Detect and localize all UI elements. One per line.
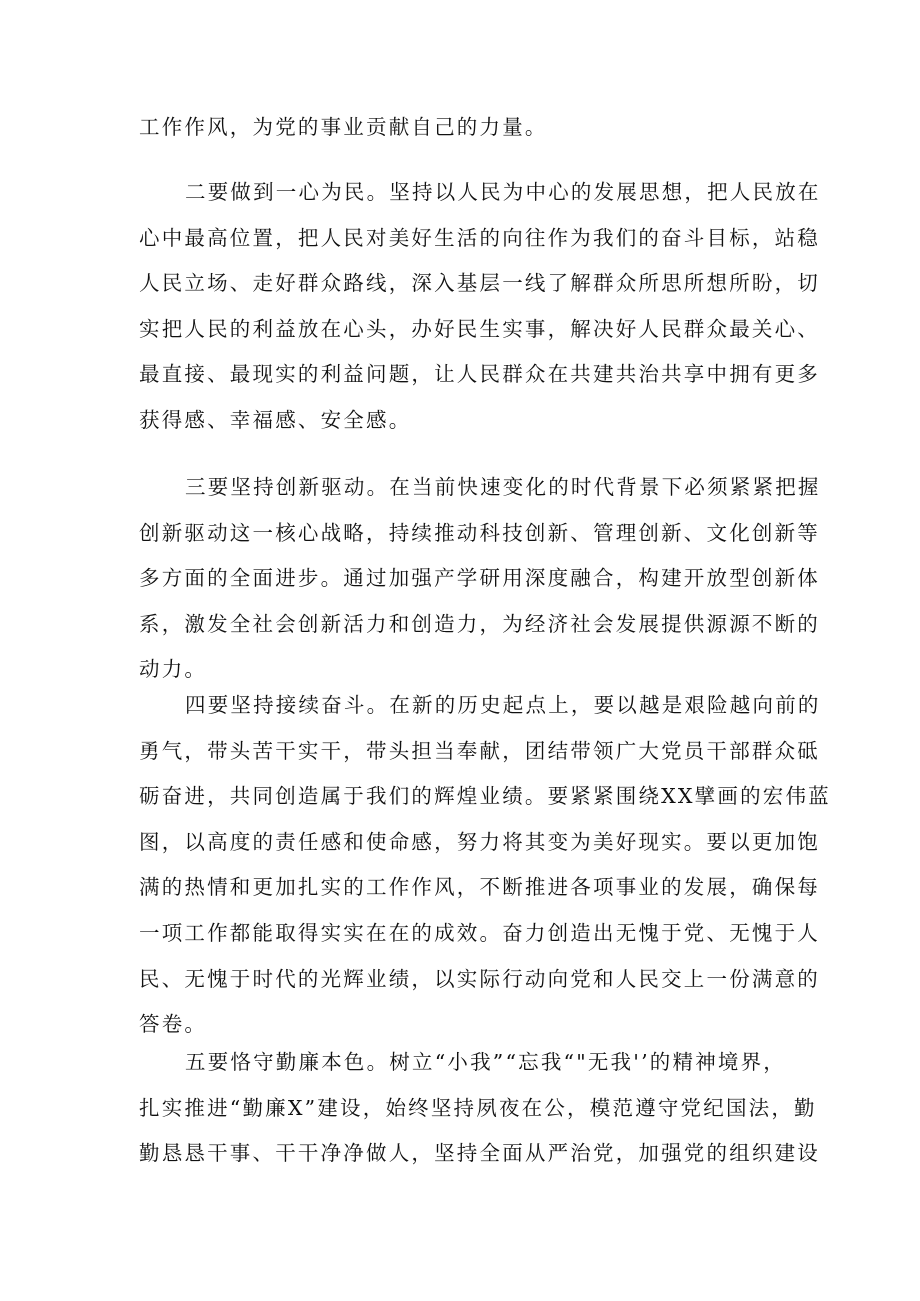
paragraph-line: 答卷。	[139, 1012, 208, 1037]
paragraph-line: 多方面的全面进步。通过加强产学研用深度融合，构建开放型创新体	[139, 566, 820, 591]
paragraph-line: 系，激发全社会创新活力和创造力，为经济社会发展提供源源不断的	[139, 611, 820, 636]
paragraph-line: 三要坚持创新驱动。在当前快速变化的时代背景下必须紧紧把握	[185, 475, 821, 499]
paragraph-line: 工作作风，为党的事业贡献自己的力量。	[139, 115, 548, 139]
paragraph-line: 民、无愧于时代的光辉业绩，以实际行动向党和人民交上一份满意的	[139, 966, 820, 991]
paragraph-line: 四要坚持接续奋斗。在新的历史起点上，要以越是艰险越向前的	[185, 693, 821, 717]
paragraph-line: 获得感、幸福感、安全感。	[139, 407, 412, 432]
paragraph-line: 动力。	[139, 657, 208, 682]
paragraph-line: 图，以高度的责任感和使命感，努力将其变为美好现实。要以更加饱	[139, 829, 820, 854]
paragraph-line: 勇气，带头苦干实干，带头担当奉献，团结带领广大党员干部群众砥	[139, 738, 820, 763]
paragraph-line: 五要恪守勤廉本色。树立“小我”“忘我“"无我'’的精神境界，	[185, 1050, 787, 1074]
paragraph-line: 二要做到一心为民。坚持以人民为中心的发展思想，把人民放在	[185, 180, 821, 204]
paragraph-line: 扎实推进“勤廉X”建设，始终坚持夙夜在公，模范遵守党纪国法，勤	[139, 1095, 817, 1120]
paragraph-line: 最直接、最现实的利益问题，让人民群众在共建共治共享中拥有更多	[139, 362, 820, 387]
paragraph-line: 一项工作都能取得实实在在的成效。奋力创造出无愧于党、无愧于人	[139, 920, 820, 945]
paragraph-line: 勤恳恳干事、干干净净做人，坚持全面从严治党，加强党的组织建设	[139, 1141, 820, 1166]
paragraph-line: 砺奋进，共同创造属于我们的辉煌业绩。要紧紧围绕XX擘画的宏伟蓝	[139, 784, 831, 809]
paragraph-3	[139, 465, 821, 693]
paragraph-line: 实把人民的利益放在心头，办好民生实事，解决好人民群众最关心、	[139, 316, 820, 341]
paragraph-line: 满的热情和更加扎实的工作作风，不断推进各项事业的发展，确保每	[139, 875, 820, 900]
paragraph-line: 心中最高位置，把人民对美好生活的向往作为我们的奋斗目标，站稳	[139, 225, 820, 250]
paragraph-1	[139, 105, 787, 151]
paragraph-line: 人民立场、走好群众路线，深入基层一线了解群众所思所想所盼，切	[139, 271, 820, 296]
paragraph-2	[139, 170, 821, 444]
paragraph-5	[139, 1040, 820, 1177]
paragraph-4	[139, 683, 831, 1048]
paragraph-line: 创新驱动这一核心战略，持续推动科技创新、管理创新、文化创新等	[139, 520, 820, 545]
